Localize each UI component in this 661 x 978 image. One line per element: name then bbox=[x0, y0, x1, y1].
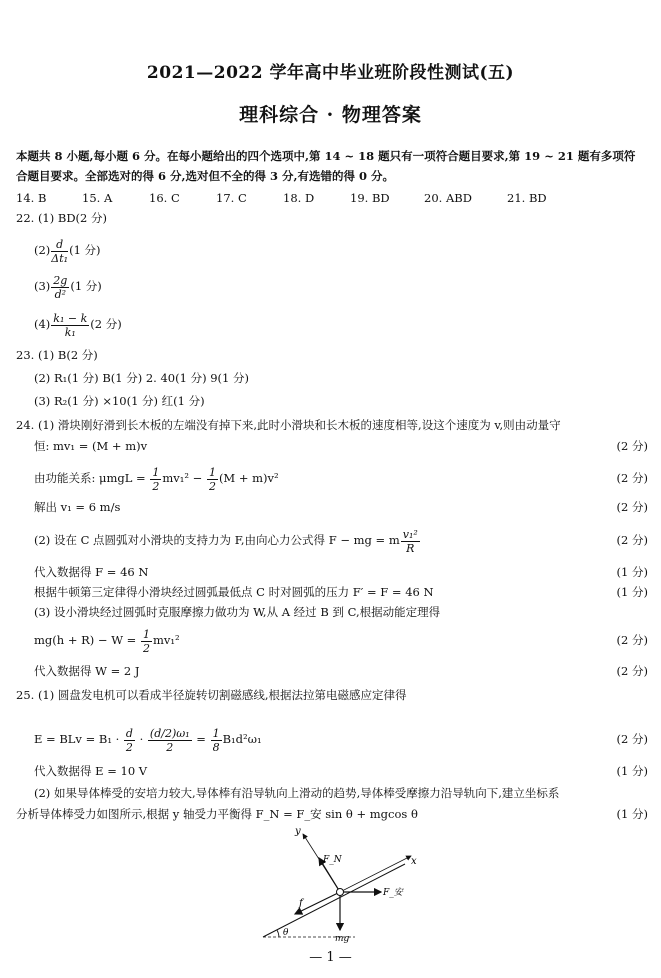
choice-answer: 16. C bbox=[149, 191, 180, 205]
q24-centripetal: (2) 设在 C 点圆弧对小滑块的支持力为 F,由向心力公式得 F − mg = m bbox=[34, 533, 400, 547]
denominator: 8 bbox=[212, 740, 220, 754]
q24-solve: 解出 v₁ = 6 m/s bbox=[34, 500, 121, 514]
q24-line2 bbox=[34, 437, 648, 455]
label-fn: F_N bbox=[323, 855, 342, 865]
numerator: 2g bbox=[53, 273, 68, 287]
choice-answer: 20. ABD bbox=[424, 191, 472, 205]
q22-p3-score: (1 分) bbox=[70, 279, 102, 293]
q24-line4 bbox=[34, 498, 648, 516]
q24-work-value: 代入数据得 W = 2 J bbox=[34, 664, 140, 678]
q24-line1: 24. (1) 滑块刚好滑到长木板的左端没有掉下来,此时小滑块和长木板的速度相等,设这个速度为 v,则由动量守 bbox=[16, 418, 561, 432]
label-x: x bbox=[411, 856, 417, 867]
denominator: 2 bbox=[166, 740, 174, 754]
q23-line1: 23. (1) B(2 分) bbox=[16, 348, 98, 362]
numerator: (d/2)ω₁ bbox=[149, 726, 190, 740]
q25-force-balance: 分析导体棒受力如图所示,根据 y 轴受力平衡得 F_N = F_安 sin θ + mgcos θ bbox=[16, 807, 418, 821]
page-number: — 1 — bbox=[309, 950, 352, 965]
q25-line4: (2) 如果导体棒受的安培力较大,导体棒有沿导轨向上滑动的趋势,导体棒受摩擦力沿导轨向下,建立坐标系 bbox=[34, 786, 560, 800]
dot: · bbox=[135, 732, 147, 746]
score: (2 分) bbox=[616, 533, 648, 547]
q24-line6 bbox=[34, 563, 648, 581]
q22-p3-prefix: (3) bbox=[34, 279, 51, 293]
denominator: Δt₁ bbox=[51, 251, 69, 265]
document-subtitle: 理科综合 · 物理答案 bbox=[239, 104, 422, 126]
denominator: 2 bbox=[208, 479, 216, 493]
numerator: 1 bbox=[142, 627, 150, 641]
rod-cross-section bbox=[337, 889, 344, 896]
choice-answer: 15. A bbox=[82, 191, 113, 205]
document-title: 2021—2022 学年高中毕业班阶段性测试(五) bbox=[146, 63, 515, 83]
q24-force-value: 代入数据得 F = 46 N bbox=[34, 565, 149, 579]
q22-part4 bbox=[34, 310, 661, 338]
q24-line5 bbox=[34, 526, 648, 554]
q22-p4-score: (2 分) bbox=[90, 317, 122, 331]
score: (1 分) bbox=[616, 565, 648, 579]
score: (2 分) bbox=[616, 732, 648, 746]
q25-emf-value: 代入数据得 E = 10 V bbox=[34, 764, 148, 778]
denominator: 2 bbox=[125, 740, 133, 754]
q22-part2 bbox=[34, 236, 661, 264]
score: (1 分) bbox=[616, 807, 648, 821]
numerator: d bbox=[51, 238, 68, 252]
q24-work-eq-b: mv₁² bbox=[152, 633, 180, 647]
choice-answer: 18. D bbox=[283, 191, 315, 205]
q22-p2-prefix: (2) bbox=[34, 243, 51, 257]
numerator: v₁² bbox=[402, 527, 418, 541]
q22-p4-prefix: (4) bbox=[34, 317, 51, 331]
denominator: R bbox=[406, 541, 415, 555]
score: (2 分) bbox=[616, 500, 648, 514]
denominator: 2 bbox=[142, 641, 150, 655]
q23-line2: (2) R₁(1 分) B(1 分) 2. 40(1 分) 9(1 分) bbox=[34, 371, 249, 385]
q22-part3 bbox=[34, 272, 661, 300]
q24-newton-third: 根据牛顿第三定律得小滑块经过圆弧最低点 C 时对圆弧的压力 F′ = F = 46 N bbox=[34, 585, 434, 599]
numerator: d bbox=[125, 726, 133, 740]
angle-arc bbox=[277, 930, 279, 937]
score: (1 分) bbox=[616, 764, 648, 778]
q25-line2 bbox=[34, 724, 648, 754]
q22-p3-fraction bbox=[51, 274, 69, 301]
q25-line5 bbox=[16, 805, 648, 823]
q24-centripetal-fraction bbox=[401, 528, 420, 555]
q24-line7 bbox=[34, 583, 648, 601]
choice-answer: 17. C bbox=[216, 191, 247, 205]
q25-fraction-3 bbox=[211, 727, 222, 754]
choice-answer: 21. BD bbox=[507, 191, 547, 205]
q25-line3 bbox=[34, 762, 648, 780]
fraction-half bbox=[150, 466, 161, 493]
fraction-half bbox=[207, 466, 218, 493]
incline-line bbox=[263, 864, 405, 937]
score: (1 分) bbox=[616, 585, 648, 599]
score: (2 分) bbox=[616, 664, 648, 678]
choice-answer: 19. BD bbox=[350, 191, 390, 205]
q22-p2-score: (1 分) bbox=[69, 243, 101, 257]
q25-emf-result: B₁d²ω₁ bbox=[222, 732, 262, 746]
denominator: d² bbox=[54, 287, 67, 301]
q25-emf-eq: E = BLv = B₁ · bbox=[34, 732, 123, 746]
denominator: k₁ bbox=[64, 325, 76, 339]
force-diagram bbox=[255, 822, 435, 944]
q24-energy-eq-a: 由功能关系: μmgL = bbox=[34, 471, 150, 485]
q22-p2-fraction bbox=[51, 238, 68, 265]
label-theta: θ bbox=[283, 928, 289, 938]
q24-momentum-eq: 恒: mv₁ = (M + m)v bbox=[34, 439, 148, 453]
score: (2 分) bbox=[616, 633, 648, 647]
q24-line10 bbox=[34, 662, 648, 680]
score: (2 分) bbox=[616, 439, 648, 453]
q24-energy-eq-c: (M + m)v² bbox=[218, 471, 279, 485]
instructions: 本题共 8 小题,每小题 6 分。在每小题给出的四个选项中,第 14 ~ 18 题只有一项符合题目要求,第 19 ~ 21 题有多项符合题目要求。全部选对的得 6 分,选对但不全的得 3 分,有选错的得 0 分。 bbox=[16, 149, 636, 183]
q24-energy-eq-b: mv₁² − bbox=[162, 471, 206, 485]
q24-line8: (3) 设小滑块经过圆弧时克服摩擦力做功为 W,从 A 经过 B 到 C,根据动能定理得 bbox=[34, 605, 441, 619]
q25-fraction-2 bbox=[148, 727, 192, 754]
x-axis bbox=[340, 856, 411, 892]
numerator: 1 bbox=[152, 465, 160, 479]
q24-work-eq: mg(h + R) − W = bbox=[34, 633, 140, 647]
q22-p4-fraction bbox=[51, 312, 89, 339]
fraction-half bbox=[141, 628, 152, 655]
q22-line1: 22. (1) BD(2 分) bbox=[16, 211, 108, 225]
label-y: y bbox=[295, 826, 301, 837]
score: (2 分) bbox=[616, 471, 648, 485]
q24-line9 bbox=[34, 626, 648, 654]
q24-line3 bbox=[34, 464, 648, 492]
numerator: 1 bbox=[208, 465, 216, 479]
q25-fraction-1 bbox=[124, 727, 135, 754]
numerator: 1 bbox=[212, 726, 220, 740]
q23-line3: (3) R₂(1 分) ×10(1 分) 红(1 分) bbox=[34, 394, 205, 408]
label-mg: mg bbox=[335, 934, 350, 944]
numerator: k₁ − k bbox=[53, 311, 88, 325]
label-fa: F_安 bbox=[383, 888, 403, 898]
equals: = bbox=[192, 732, 210, 746]
label-f: f bbox=[299, 898, 303, 909]
denominator: 2 bbox=[152, 479, 160, 493]
q25-line1: 25. (1) 圆盘发电机可以看成半径旋转切割磁感线,根据法拉第电磁感应定律得 bbox=[16, 688, 407, 702]
choice-answer: 14. B bbox=[16, 191, 47, 205]
